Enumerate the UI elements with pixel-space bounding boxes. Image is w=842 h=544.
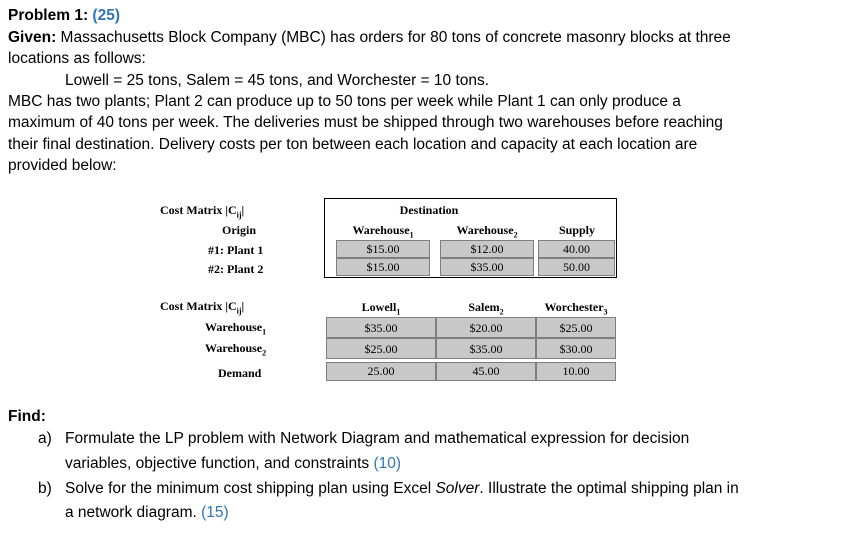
table1-cell: $15.00 <box>336 258 430 276</box>
table2-col-worchester: Worchester$_3$ <box>544 300 608 317</box>
find-b-marker: b) <box>38 480 52 497</box>
table2-caption: Cost Matrix $|C_{ij}|$ <box>160 299 245 316</box>
table1-cell: $35.00 <box>440 258 534 276</box>
para-line-3: their final destination. Delivery costs per ton between each location and capacity at each location are <box>8 136 698 153</box>
find-a-marker: a) <box>38 430 52 447</box>
table2-cell: $35.00 <box>436 338 536 359</box>
table2-demand-cell: 45.00 <box>436 362 536 381</box>
table1-destination-label: Destination <box>399 203 459 217</box>
find-label: Find: <box>8 408 46 425</box>
given-line-1 <box>8 27 731 48</box>
table1-col-warehouse2: Warehouse$_2$ <box>456 223 518 240</box>
table2-cell: $35.00 <box>326 317 436 338</box>
table2-cell: $25.00 <box>536 317 616 338</box>
problem-heading <box>8 5 120 26</box>
table2-cell: $30.00 <box>536 338 616 359</box>
table2-row-label-1: Warehouse$_1$ <box>205 320 267 337</box>
table1-col-warehouse1: Warehouse$_1$ <box>352 223 414 240</box>
find-b-line-2: a network diagram. (15) <box>65 504 229 521</box>
table1-cell: 40.00 <box>538 240 615 258</box>
table1-row-label-1: #1: Plant 1 <box>208 243 264 257</box>
table2-cell: $20.00 <box>436 317 536 338</box>
para-line-4: provided below: <box>8 157 117 174</box>
locations-line: Lowell = 25 tons, Salem = 45 tons, and Worchester = 10 tons. <box>65 72 490 89</box>
problem-points: (25) <box>92 7 120 24</box>
table2-demand-label: Demand <box>218 366 262 380</box>
find-b-line-1: Solve for the minimum cost shipping plan using Excel Solver. Illustrate the optimal shipping plan in <box>65 480 739 497</box>
table2-demand-cell: 25.00 <box>326 362 436 381</box>
given-label: Given: <box>8 29 57 46</box>
find-a-line-2: variables, objective function, and constraints (10) <box>65 455 402 472</box>
table2-col-lowell: Lowell$_1$ <box>361 300 401 317</box>
table2-row-label-2: Warehouse$_2$ <box>205 341 267 358</box>
table1-cell: $12.00 <box>440 240 534 258</box>
para-line-1: MBC has two plants; Plant 2 can produce up to 50 tons per week while Plant 1 can only produce a <box>8 93 681 110</box>
given-line-2: locations as follows: <box>8 50 146 67</box>
table1-origin-label: Origin <box>222 223 257 237</box>
find-a-points: (10) <box>373 455 402 472</box>
table1-caption: Cost Matrix $|C_{ij}|$ <box>160 203 245 220</box>
table2-cell: $25.00 <box>326 338 436 359</box>
para-line-2: maximum of 40 tons per week. The deliveries must be shipped through two warehouses before reaching <box>8 114 723 131</box>
table1-row-label-2: #2: Plant 2 <box>208 262 264 276</box>
table1-cell: $15.00 <box>336 240 430 258</box>
table1-col-supply: Supply <box>558 223 596 237</box>
find-b-points: (15) <box>201 504 229 521</box>
given-text-1: Massachusetts Block Company (MBC) has orders for 80 tons of concrete masonry blocks at three <box>60 29 731 46</box>
find-a-line-1: Formulate the LP problem with Network Diagram and mathematical expression for decision <box>65 430 690 447</box>
table2-demand-cell: 10.00 <box>536 362 616 381</box>
problem-label: Problem 1: <box>8 7 89 24</box>
table2-col-salem: Salem$_2$ <box>468 300 504 317</box>
table1-cell: 50.00 <box>538 258 615 276</box>
